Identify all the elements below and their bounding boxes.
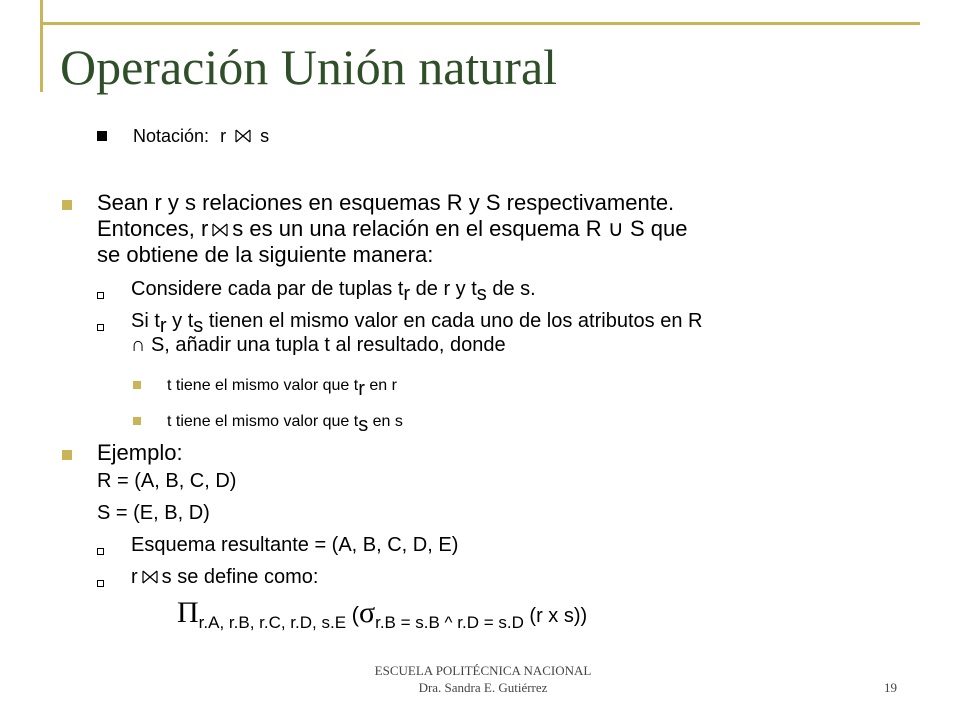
para1-line1: Sean r y s relaciones en esquemas R y S respectivamente. [97,190,675,215]
slide-title: Operación Unión natural [60,39,558,95]
hollow-bullet [97,580,104,587]
notation-line [133,126,269,147]
footer-author: Dra. Sandra E. Gutiérrez [418,680,548,695]
sub4-text-b: en s [372,413,403,430]
open-paren: ( [351,602,359,627]
subscript-r: r [358,378,365,400]
sub1-text-a: Considere cada par de tuplas t [131,278,404,300]
bullet-square [62,450,72,460]
sub2-text-a: Si t [131,310,160,332]
pi-symbol: Π [177,596,199,629]
bullet-square [133,417,141,425]
para1-line2 [97,216,687,242]
sub4-line [167,409,403,436]
formula-tail: (r x s)) [529,605,588,627]
sub2-line1 [131,310,703,337]
sigma-subscript: r.B = s.B ^ r.D = s.D [375,613,524,632]
union-symbol: ∪ [607,216,624,241]
notation-s: s [260,126,270,146]
subscript-r: r [403,283,411,305]
formula [177,596,587,630]
subscript-s: s [358,414,369,436]
bullet-square [62,200,72,210]
define-text-a: r [131,566,138,588]
left-rule [40,0,43,92]
sub2-text-b: y t [172,310,194,332]
para1-line2-c: S que [629,216,688,241]
hollow-bullet [97,324,104,331]
subscript-s: s [193,315,204,337]
para1-line2-b: s es un una relación en el esquema R [232,216,602,241]
subscript-r: r [159,315,167,337]
esquema-resultante: Esquema resultante = (A, B, C, D, E) [131,534,459,556]
sub1-text-b: de r y t [415,278,477,300]
sub1-text-c: de s. [492,278,536,300]
para1-line3: se obtiene de la siguiente manera: [97,242,434,267]
pi-subscript: r.A, r.B, r.C, r.D, s.E [198,613,347,632]
sub1-line [131,278,536,305]
bullet-square [133,381,141,389]
natural-join-icon [142,570,158,584]
r-schema: R = (A, B, C, D) [97,470,237,492]
sub3-line [167,373,397,400]
hollow-bullet [97,292,104,299]
natural-join-icon [235,129,251,143]
page-number: 19 [884,680,897,695]
s-schema: S = (E, B, D) [97,502,210,524]
sub2-line2 [131,334,506,357]
top-rule [40,22,920,25]
hollow-bullet [97,548,104,555]
define-line [131,566,318,589]
sub2-text-c: tienen el mismo valor en cada uno de los atributos en R [208,310,703,332]
sub3-text-a: t tiene el mismo valor que t [167,377,359,394]
intersection-symbol: ∩ [131,334,146,356]
natural-join-icon [212,223,228,237]
para1-line2-a: Entonces, r [97,216,209,241]
ejemplo-label: Ejemplo: [97,440,183,465]
sub2-text-d: S, añadir una tupla t al resultado, donde [150,334,506,356]
subscript-s: s [476,283,487,305]
notation-r: r [220,126,227,146]
define-text-b: s se define como: [161,566,319,588]
footer-institution: ESCUELA POLITÉCNICA NACIONAL [374,663,592,678]
sigma-symbol: σ [358,596,376,629]
bullet-square [97,131,107,141]
sub4-text-a: t tiene el mismo valor que t [167,413,359,430]
sub3-text-b: en r [369,377,397,394]
notation-label: Notación: [133,126,210,146]
